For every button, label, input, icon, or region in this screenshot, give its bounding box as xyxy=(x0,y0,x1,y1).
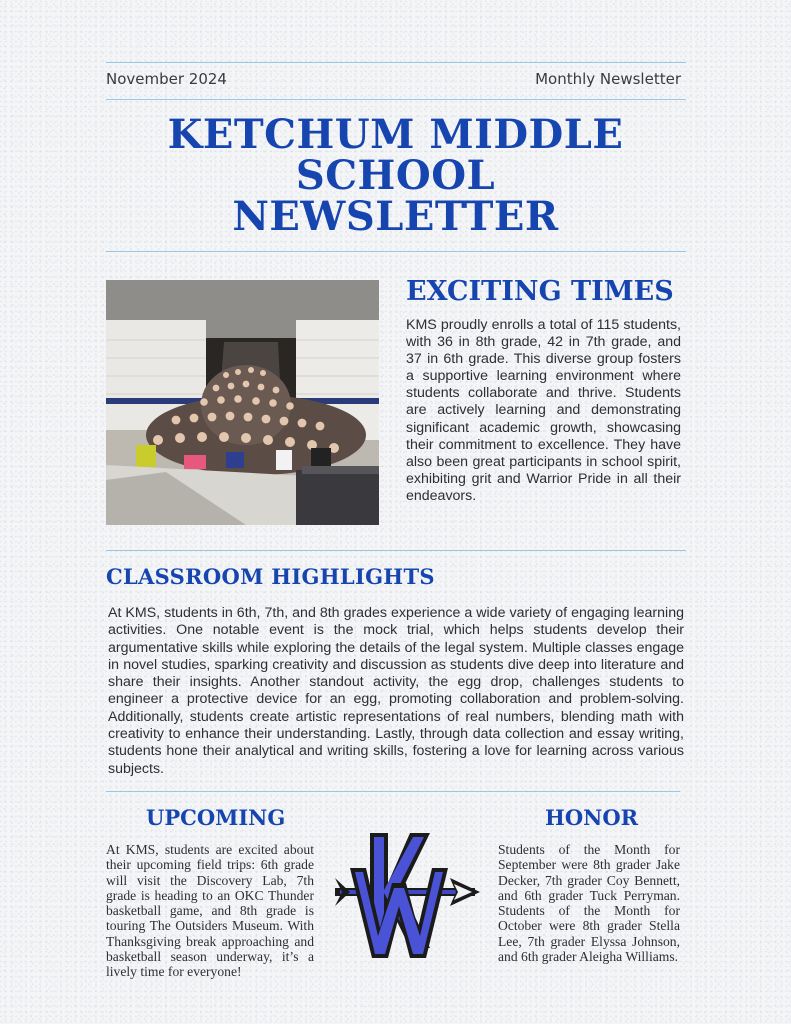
exciting-times-body: KMS proudly enrolls a total of 115 students, with 36 in 8th grade, 42 in 7th grade, and 37 in 6th grade. This diverse group fosters a supportive learning environment where students collaborate and thrive. Students are actively learning and demonstrating significant academic growth, showcasing their commitment to excellence. They have also been great participants in school spirit, exhibiting grit and Warrior Pride in all their endeavors. xyxy=(406,317,681,504)
exciting-times-heading: EXCITING TIMES xyxy=(406,276,674,307)
classroom-highlights-body: At KMS, students in 6th, 7th, and 8th grades experience a wide variety of engaging learning activities. One notable event is the mock trial, which helps students develop their argumentative skills while exploring the details of the legal system. Multiple classes engage in novel studies, sparking creativity and discussion as students dive deep into literature and share their insights. Another standout activity, the egg drop, challenges students to engineer a protective device for an egg, promoting collaboration and problem-solving. Additionally, students create artistic representations of real numbers, blending math with creativity to enhance their understanding. Lastly, through data collection and essay writing, students hone their analytical and writing skills, fostering a love for learning across various subjects. xyxy=(108,605,684,777)
title-line-1: KETCHUM MIDDLE xyxy=(167,111,624,158)
honor-heading: HONOR xyxy=(545,805,639,830)
title-line-3: NEWSLETTER xyxy=(232,193,559,240)
students-in-hallway-photo xyxy=(106,280,379,525)
upcoming-heading: UPCOMING xyxy=(146,805,286,830)
section-rule-2 xyxy=(106,791,680,792)
kw-arrow-logo-icon xyxy=(330,828,480,963)
title-line-2: SCHOOL xyxy=(295,152,496,199)
issue-date: November 2024 xyxy=(106,70,227,88)
page-title xyxy=(150,111,641,240)
honor-body: Students of the Month for September were 8th grader Jake Decker, 7th grader Coy Bennett, and 6th grader Tuck Perryman. Students of the Month for October were 8th grader Stella Lee, 7th grader Elyssa Johnson, and 6th grader Aleigha Williams. xyxy=(498,842,680,965)
classroom-highlights-heading: CLASSROOM HIGHLIGHTS xyxy=(106,564,435,589)
header-bottom-rule xyxy=(106,99,686,100)
masthead-rule xyxy=(106,251,686,252)
upcoming-body: At KMS, students are excited about their upcoming field trips: 6th grade will visit the Discovery Lab, 7th grade is heading to an OKC Thunder basketball game, and 8th grade is touring The Outsiders Museum. With Thanksgiving break approaching and basketball season underway, it’s a lively time for everyone! xyxy=(106,842,314,980)
header-top-rule xyxy=(106,62,686,63)
newsletter-label: Monthly Newsletter xyxy=(535,70,681,88)
section-rule-1 xyxy=(106,550,686,551)
